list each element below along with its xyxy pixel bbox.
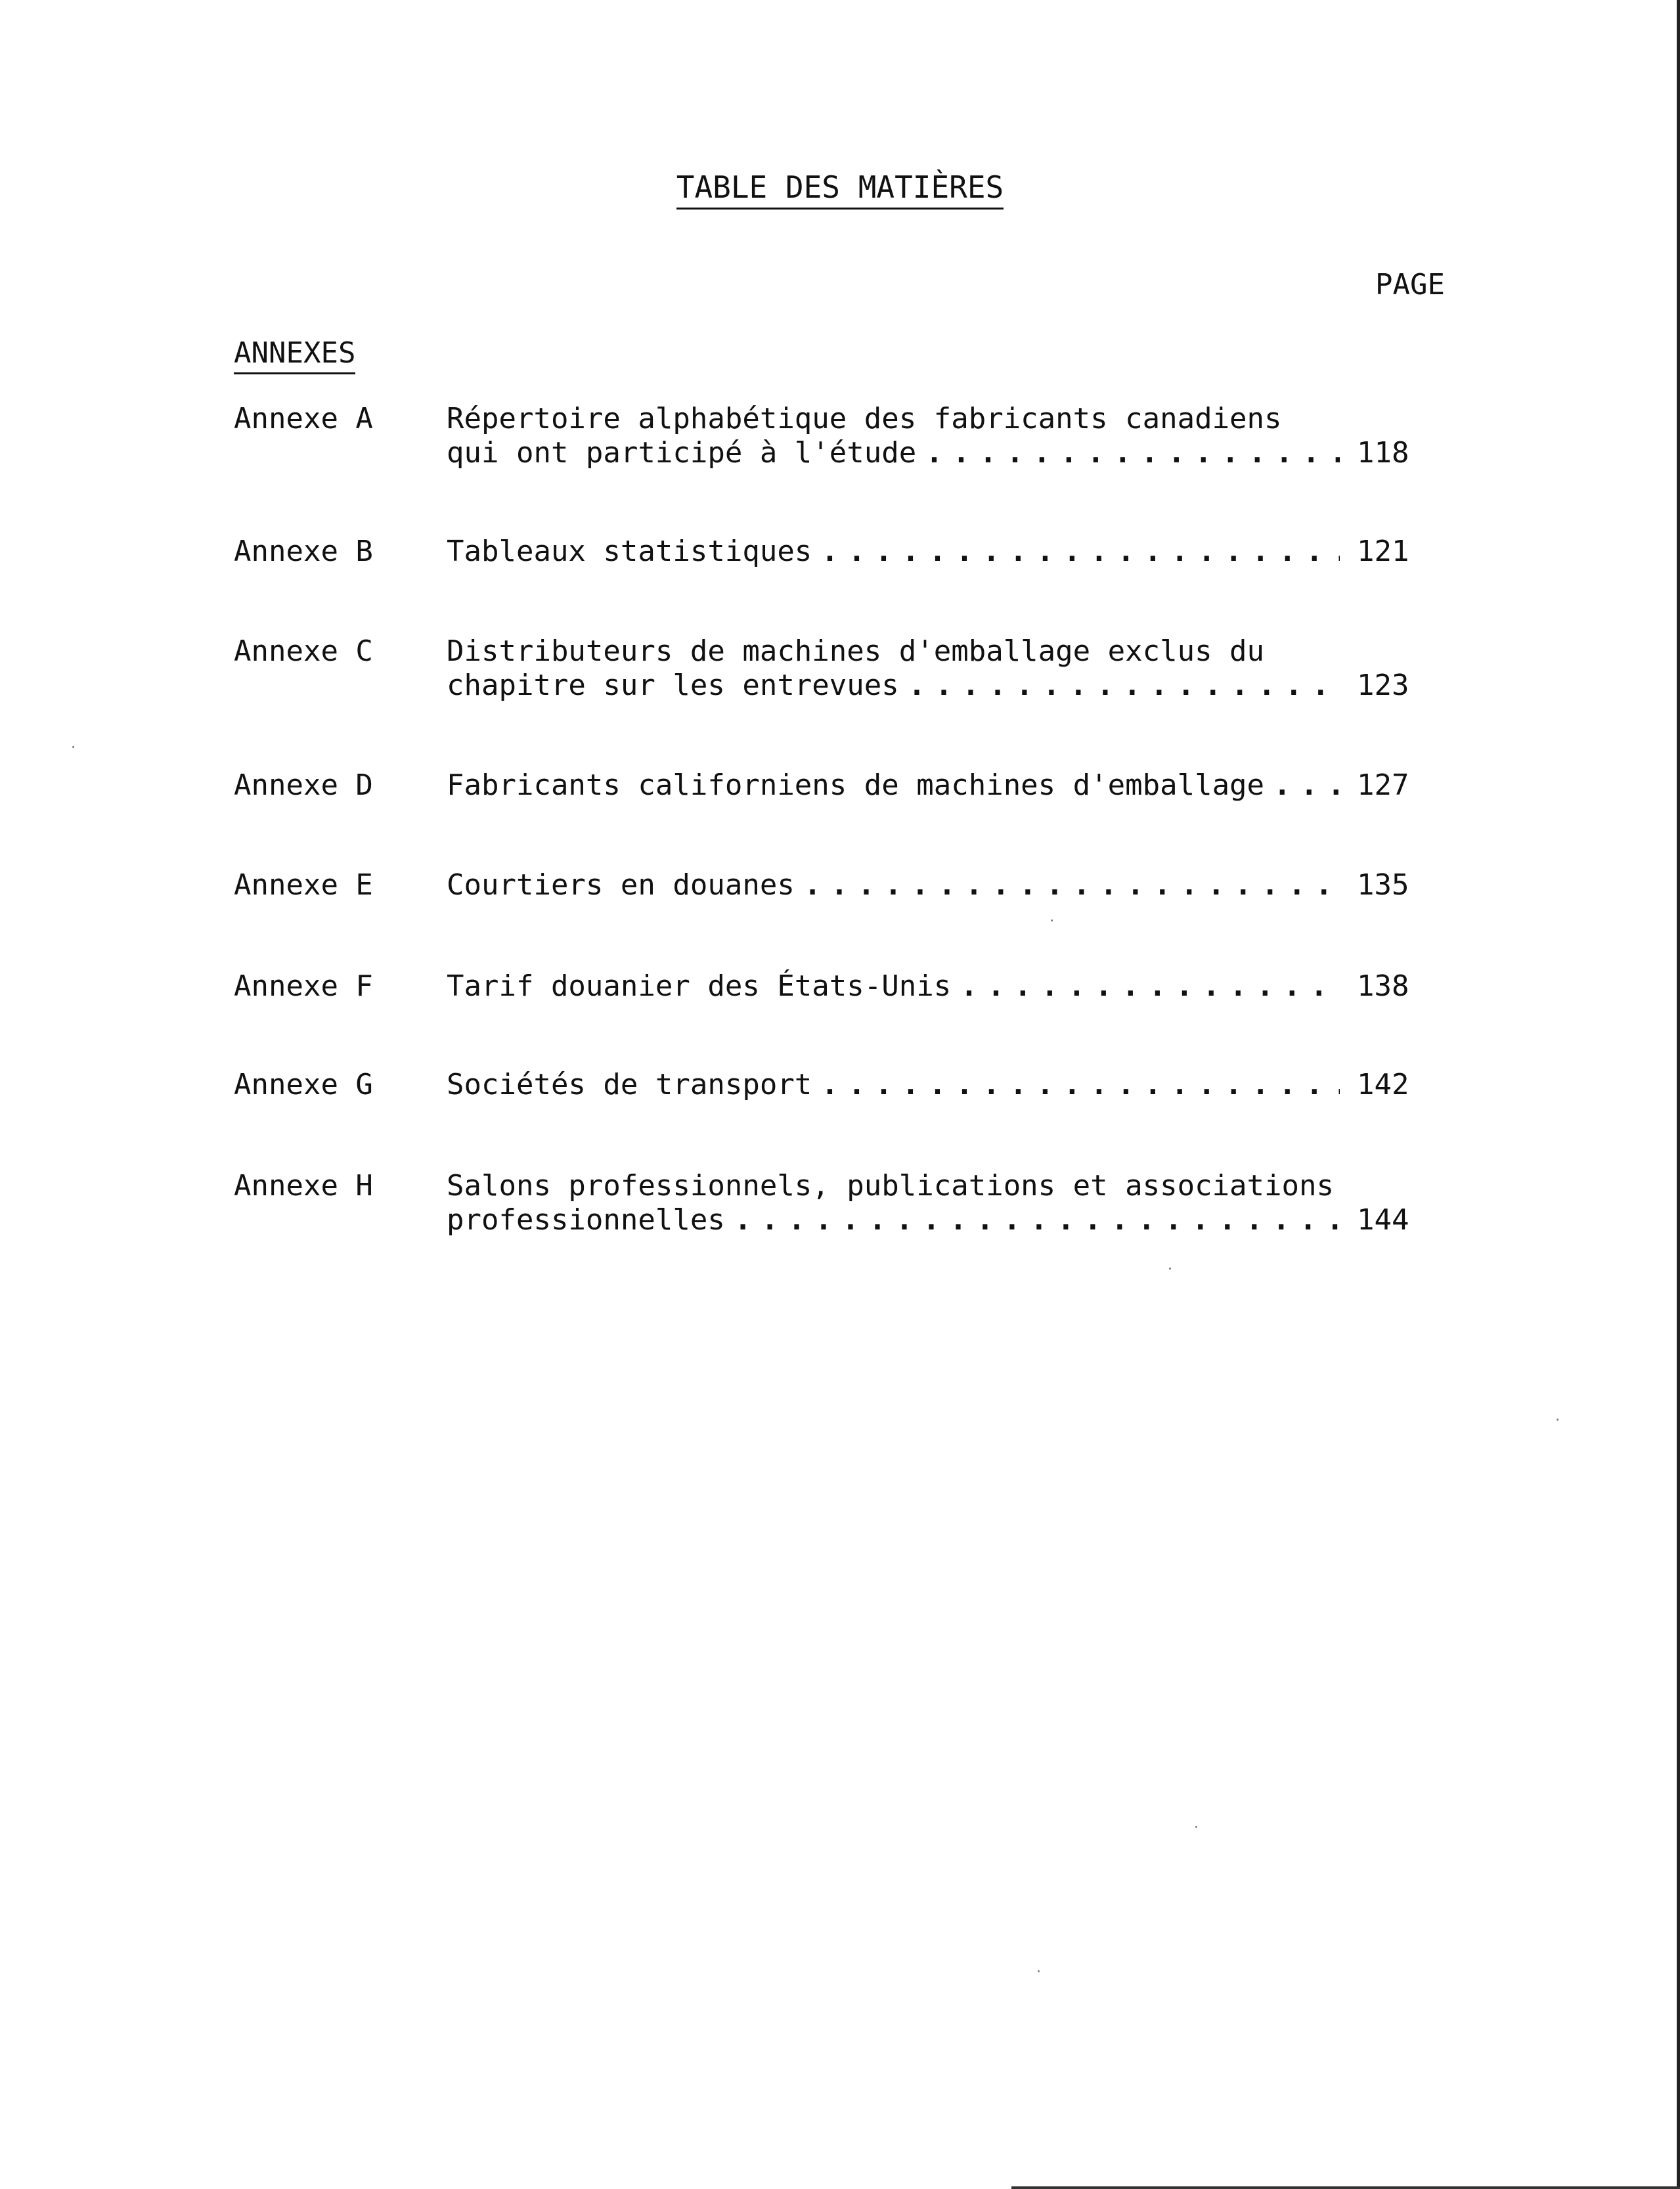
- page-column-header: PAGE: [1375, 268, 1445, 301]
- toc-entry-last-line: [447, 768, 1340, 803]
- toc-entry-line: professionnelles: [447, 1203, 725, 1237]
- scan-speck: [1038, 1970, 1040, 1972]
- toc-entry-last-line: [447, 535, 1340, 569]
- toc-entry-text: [447, 402, 1340, 470]
- toc-entry-annexe-h: [234, 1169, 1429, 1237]
- scan-edge-bottom: [1011, 2186, 1680, 2189]
- toc-entry-line: Tarif douanier des États-Unis: [447, 969, 952, 1003]
- scan-speck: [1051, 919, 1053, 921]
- toc-entry-annexe-e: [234, 868, 1429, 902]
- scan-edge-right: [1677, 0, 1680, 2189]
- toc-entry-last-line: [447, 669, 1340, 703]
- toc-entry-line: Tableaux statistiques: [447, 535, 812, 568]
- toc-entry-last-line: [447, 1068, 1340, 1102]
- toc-entry-line: Courtiers en douanes: [447, 868, 795, 902]
- toc-entry-line: Sociétés de transport: [447, 1068, 812, 1101]
- toc-entry-text: [447, 969, 1340, 1004]
- toc-entry-page-number: 135: [1357, 868, 1409, 902]
- scan-speck: [1169, 1268, 1171, 1270]
- toc-entry-line: qui ont participé à l'étude: [447, 436, 917, 470]
- toc-entry-label: Annexe E: [234, 868, 373, 902]
- toc-entry-line: Salons professionnels, publications et associations: [447, 1169, 1335, 1203]
- section-label-container: [234, 336, 355, 370]
- toc-entry-label: Annexe F: [234, 969, 373, 1003]
- toc-entry-line: chapitre sur les entrevues: [447, 669, 899, 702]
- toc-entry-last-line: [447, 1203, 1340, 1237]
- toc-entry-last-line: [447, 436, 1340, 470]
- toc-entry-annexe-a: [234, 402, 1429, 470]
- toc-entry-annexe-c: [234, 634, 1429, 703]
- scan-speck: [72, 746, 74, 748]
- toc-entry-annexe-b: [234, 535, 1429, 569]
- toc-entry-text: [447, 868, 1340, 902]
- page-title: TABLE DES MATIÈRES: [676, 169, 1004, 210]
- scan-speck: [1195, 1826, 1197, 1828]
- toc-entry-page-number: 144: [1357, 1203, 1409, 1237]
- toc-entry-text: [447, 634, 1340, 703]
- toc-entry-line: Fabricants californiens de machines d'emballage: [447, 768, 1265, 802]
- toc-entry-label: Annexe G: [234, 1068, 373, 1101]
- toc-entry-text: [447, 535, 1340, 569]
- toc-entry-text: [447, 1068, 1340, 1102]
- dot-leader: [725, 1203, 1340, 1237]
- dot-leader: [916, 436, 1340, 470]
- dot-leader: [795, 868, 1340, 902]
- toc-entry-last-line: [447, 868, 1340, 902]
- toc-entry-page-number: 127: [1357, 768, 1409, 802]
- dot-leader: [812, 535, 1340, 569]
- toc-entry-text: [447, 1169, 1340, 1237]
- dot-leader: [812, 1068, 1340, 1102]
- toc-entry-label: Annexe C: [234, 634, 373, 668]
- toc-entry-label: Annexe D: [234, 768, 373, 802]
- toc-entry-page-number: 121: [1357, 535, 1409, 568]
- toc-entry-annexe-f: [234, 969, 1429, 1004]
- toc-entry-line: Répertoire alphabétique des fabricants canadiens: [447, 402, 1282, 435]
- toc-entry-page-number: 118: [1357, 436, 1409, 470]
- toc-entry-label: Annexe A: [234, 402, 373, 435]
- dot-leader: [951, 969, 1340, 1004]
- section-label: ANNEXES: [234, 336, 355, 374]
- toc-entry-page-number: 123: [1357, 669, 1409, 702]
- toc-entry-label: Annexe B: [234, 535, 373, 568]
- toc-entry-last-line: [447, 969, 1340, 1004]
- toc-entry-annexe-g: [234, 1068, 1429, 1102]
- toc-entry-page-number: 142: [1357, 1068, 1409, 1101]
- toc-entry-annexe-d: [234, 768, 1429, 803]
- page-title-container: [0, 169, 1680, 205]
- dot-leader: [899, 669, 1340, 703]
- toc-entry-label: Annexe H: [234, 1169, 373, 1203]
- toc-entry-text: [447, 768, 1340, 803]
- toc-entry-page-number: 138: [1357, 969, 1409, 1003]
- toc-entry-line: Distributeurs de machines d'emballage exclus du: [447, 634, 1265, 668]
- dot-leader: [1264, 768, 1340, 803]
- scan-speck: [1557, 1419, 1558, 1421]
